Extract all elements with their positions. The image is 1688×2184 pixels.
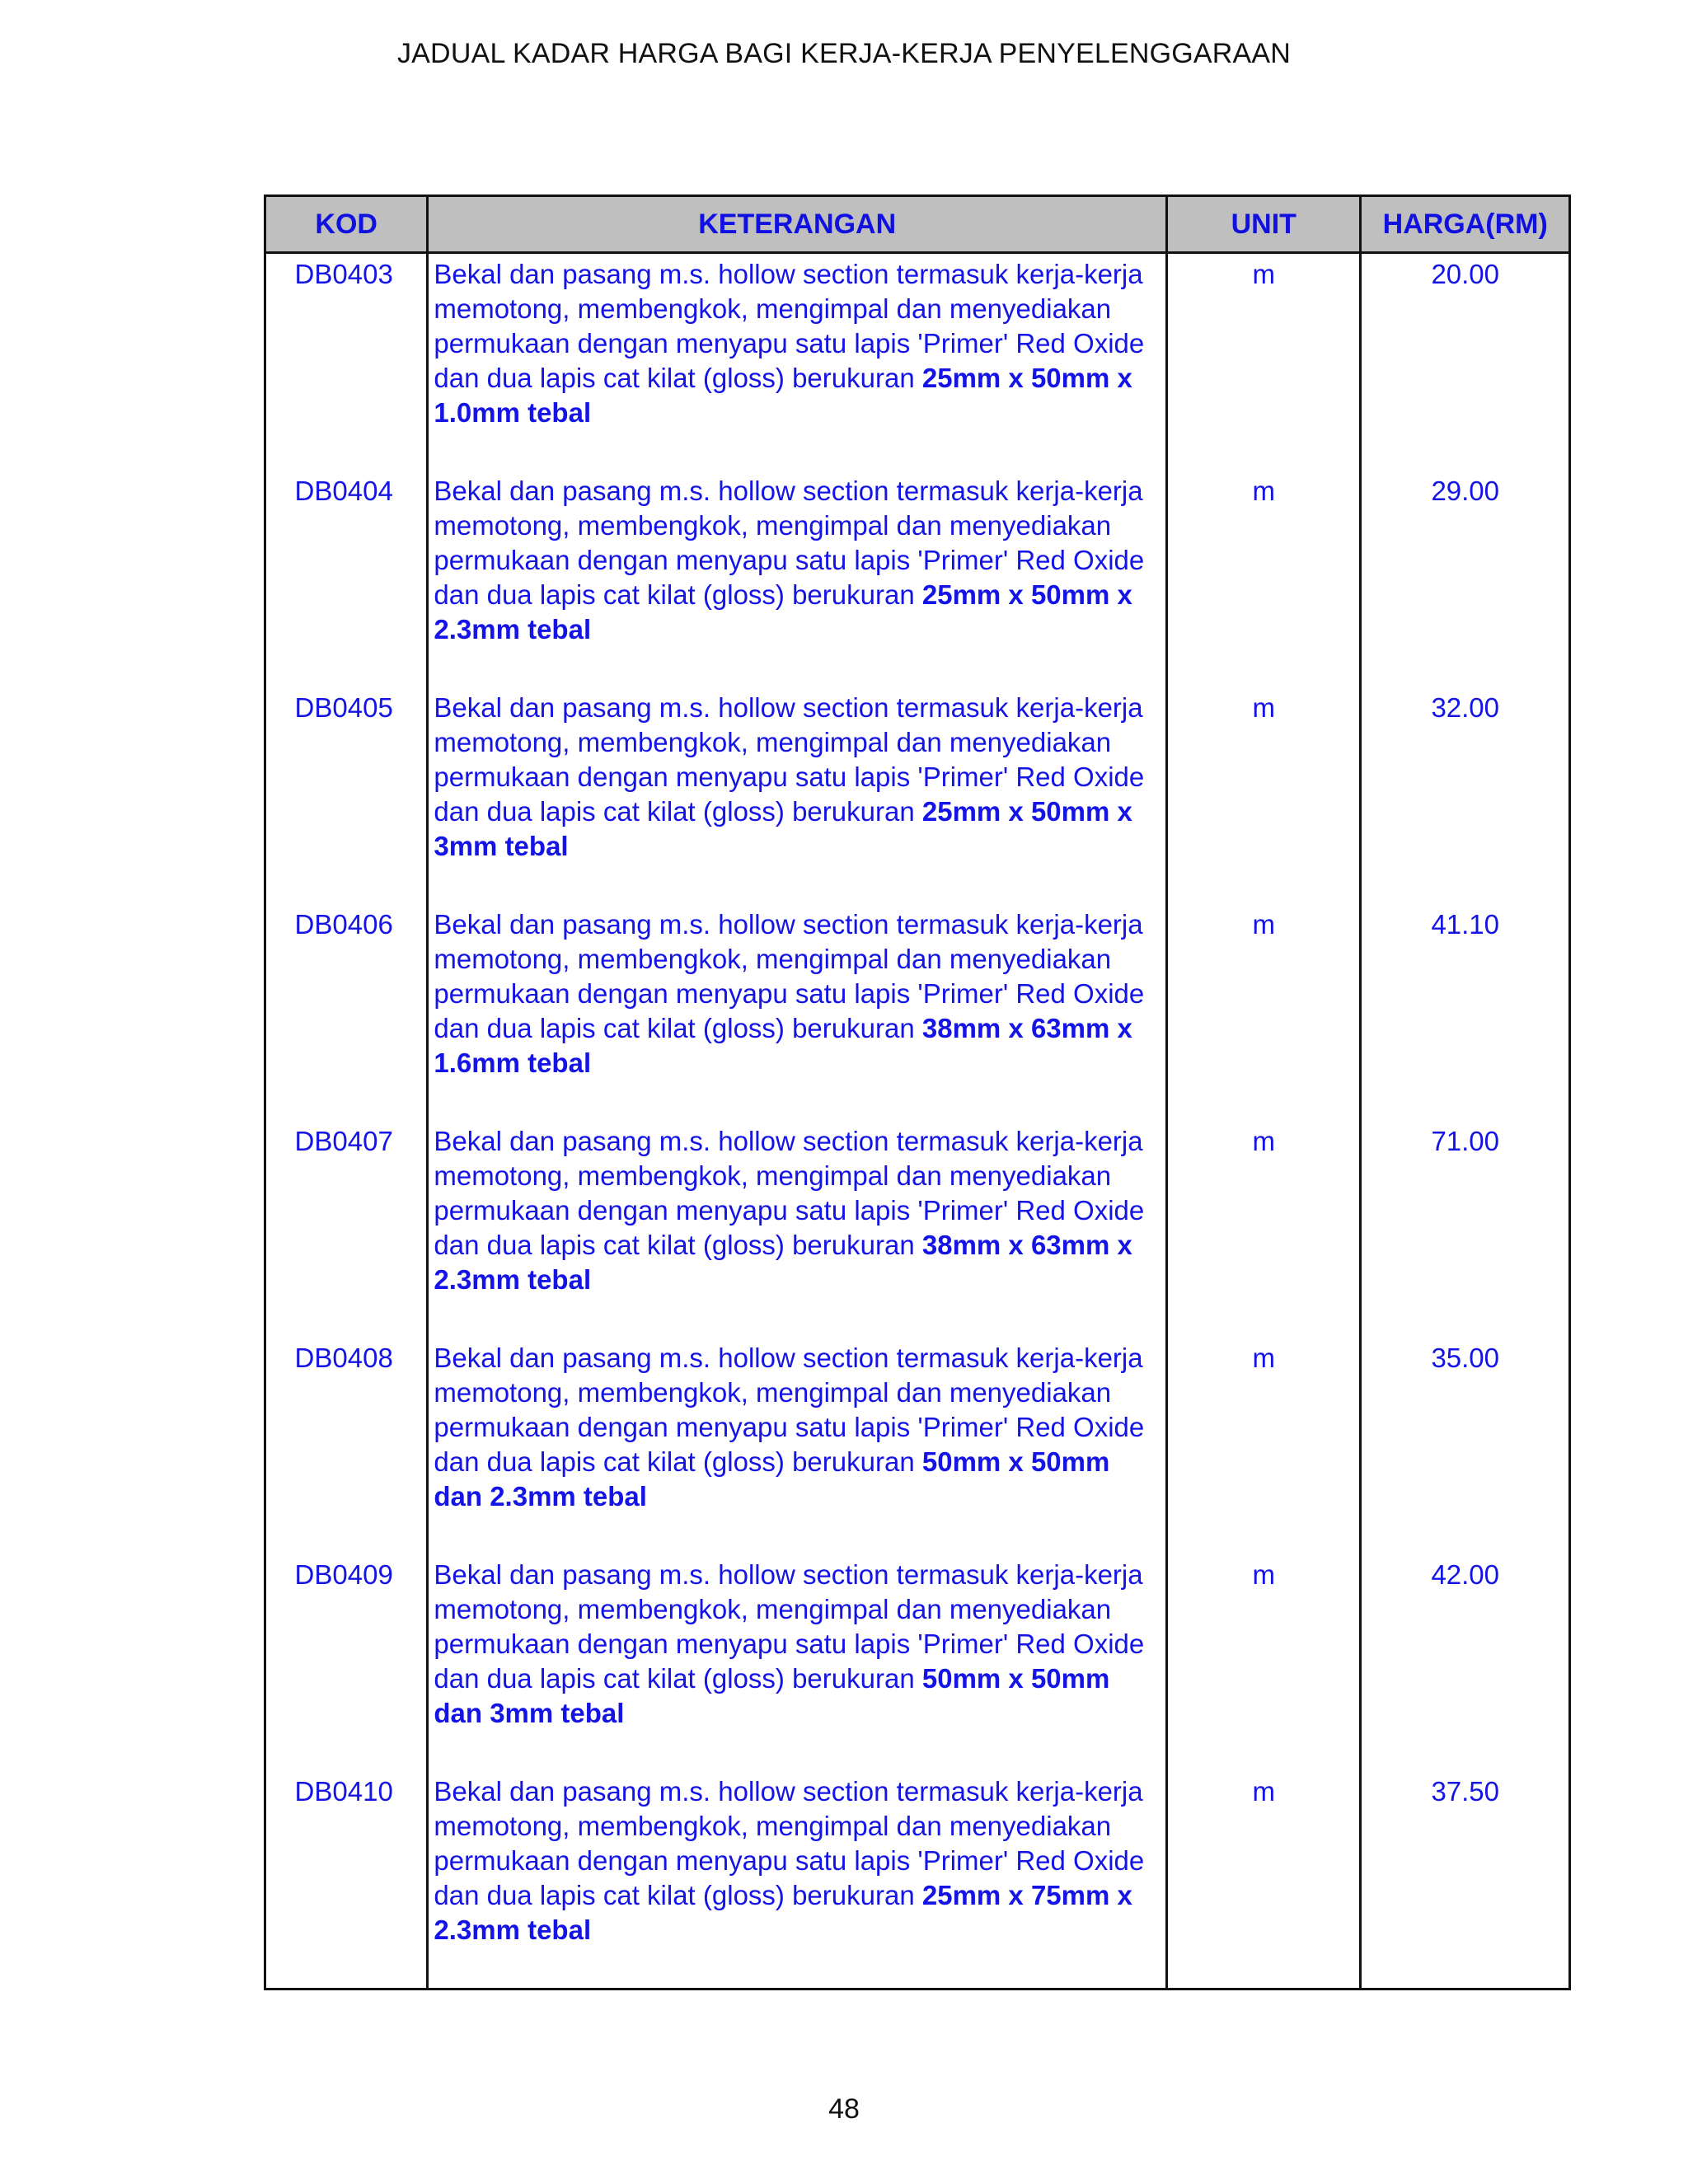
kod-cell: DB0408: [294, 1343, 393, 1373]
description-line: memotong, membengkok, mengimpal dan menyediakan: [434, 727, 1112, 757]
unit-cell: m: [1252, 1126, 1276, 1156]
kod-stack: [266, 254, 426, 1988]
table-header: [265, 196, 1570, 253]
table-body: [265, 253, 1570, 1990]
size-spec: 1.0mm tebal: [434, 397, 592, 428]
description-line: Bekal dan pasang m.s. hollow section termasuk kerja-kerja: [434, 1776, 1143, 1807]
header-kod: KOD: [265, 196, 428, 253]
size-spec: 2.3mm tebal: [434, 614, 592, 644]
harga-cell: 71.00: [1431, 1126, 1500, 1156]
description-line: permukaan dengan menyapu satu lapis 'Primer' Red Oxide: [434, 762, 1145, 792]
size-spec: 2.3mm tebal: [434, 1915, 592, 1945]
description-line: Bekal dan pasang m.s. hollow section termasuk kerja-kerja: [434, 476, 1143, 506]
size-spec: 50mm x 50mm: [921, 1446, 1110, 1477]
header-row: [265, 196, 1570, 253]
description-line: [434, 1228, 1160, 1263]
description-line: [434, 612, 1160, 647]
unit-stack: [1168, 254, 1359, 1988]
description-line: Bekal dan pasang m.s. hollow section termasuk kerja-kerja: [434, 259, 1143, 289]
description-line: [434, 1878, 1160, 1913]
kod-cell: DB0409: [294, 1559, 393, 1590]
description-line: [434, 1913, 1160, 1947]
rate-table: [264, 194, 1571, 1990]
description-line: memotong, membengkok, mengimpal dan menyediakan: [434, 510, 1112, 541]
page-title: JADUAL KADAR HARGA BAGI KERJA-KERJA PENYELENGGARAAN: [396, 38, 1292, 69]
description-line: memotong, membengkok, mengimpal dan menyediakan: [434, 944, 1112, 974]
unit-column: [1167, 253, 1361, 1990]
description-line: [434, 1011, 1160, 1046]
keterangan-cell: [429, 1121, 1165, 1338]
description-line: [434, 396, 1160, 430]
keterangan-cell: [429, 1338, 1165, 1554]
description-text: dan dua lapis cat kilat (gloss) berukuran: [434, 1446, 922, 1477]
harga-cell: 29.00: [1431, 476, 1500, 506]
size-spec: 25mm x 50mm x: [921, 363, 1132, 393]
kod-cell: DB0406: [294, 909, 393, 940]
keterangan-column: [428, 253, 1167, 1990]
description-line: Bekal dan pasang m.s. hollow section termasuk kerja-kerja: [434, 692, 1143, 723]
description-line: [434, 1479, 1160, 1514]
harga-cell: 35.00: [1431, 1343, 1500, 1373]
description-line: memotong, membengkok, mengimpal dan menyediakan: [434, 1811, 1112, 1841]
description-line: [434, 1696, 1160, 1731]
harga-column: [1361, 253, 1570, 1990]
description-line: memotong, membengkok, mengimpal dan menyediakan: [434, 1594, 1112, 1624]
page-number: 48: [828, 2093, 860, 2125]
header-harga: HARGA(RM): [1361, 196, 1570, 253]
kod-cell: DB0410: [294, 1776, 393, 1807]
harga-cell: 32.00: [1431, 692, 1500, 723]
keterangan-cell: [429, 904, 1165, 1121]
description-line: [434, 1445, 1160, 1479]
unit-cell: m: [1252, 1343, 1276, 1373]
kod-cell: DB0403: [294, 259, 393, 289]
body-row: [265, 253, 1570, 1990]
size-spec: 38mm x 63mm x: [921, 1230, 1132, 1260]
description-line: Bekal dan pasang m.s. hollow section termasuk kerja-kerja: [434, 1343, 1143, 1373]
description-line: [434, 1661, 1160, 1696]
description-text: dan dua lapis cat kilat (gloss) berukuran: [434, 1880, 922, 1910]
keterangan-cell: [429, 471, 1165, 687]
description-text: dan dua lapis cat kilat (gloss) berukuran: [434, 796, 922, 827]
description-text: dan dua lapis cat kilat (gloss) berukuran: [434, 1013, 922, 1043]
header-keterangan: KETERANGAN: [428, 196, 1167, 253]
size-spec: 38mm x 63mm x: [921, 1013, 1132, 1043]
description-line: permukaan dengan menyapu satu lapis 'Primer' Red Oxide: [434, 1629, 1145, 1659]
header-unit: UNIT: [1167, 196, 1361, 253]
harga-cell: 42.00: [1431, 1559, 1500, 1590]
size-spec: 25mm x 50mm x: [921, 796, 1132, 827]
description-line: memotong, membengkok, mengimpal dan menyediakan: [434, 1377, 1112, 1408]
description-line: [434, 1046, 1160, 1080]
description-line: permukaan dengan menyapu satu lapis 'Primer' Red Oxide: [434, 1845, 1145, 1876]
description-line: permukaan dengan menyapu satu lapis 'Primer' Red Oxide: [434, 978, 1145, 1009]
description-line: [434, 361, 1160, 396]
unit-cell: m: [1252, 692, 1276, 723]
keterangan-cell: [429, 254, 1165, 471]
keterangan-stack: [429, 254, 1165, 1988]
description-line: Bekal dan pasang m.s. hollow section termasuk kerja-kerja: [434, 909, 1143, 940]
description-text: dan dua lapis cat kilat (gloss) berukuran: [434, 363, 922, 393]
description-line: [434, 1263, 1160, 1297]
description-line: [434, 794, 1160, 829]
unit-cell: m: [1252, 909, 1276, 940]
kod-cell: DB0405: [294, 692, 393, 723]
description-line: Bekal dan pasang m.s. hollow section termasuk kerja-kerja: [434, 1126, 1143, 1156]
kod-cell: DB0404: [294, 476, 393, 506]
size-spec: 2.3mm tebal: [434, 1264, 592, 1295]
keterangan-cell: [429, 687, 1165, 904]
description-text: dan dua lapis cat kilat (gloss) berukuran: [434, 1230, 922, 1260]
keterangan-cell: [429, 1554, 1165, 1771]
description-line: memotong, membengkok, mengimpal dan menyediakan: [434, 293, 1112, 324]
description-text: dan dua lapis cat kilat (gloss) berukuran: [434, 1663, 922, 1694]
kod-column: [265, 253, 428, 1990]
description-line: permukaan dengan menyapu satu lapis 'Primer' Red Oxide: [434, 1412, 1145, 1442]
description-line: memotong, membengkok, mengimpal dan menyediakan: [434, 1160, 1112, 1191]
size-spec: 1.6mm tebal: [434, 1047, 592, 1078]
keterangan-cell: [429, 1771, 1165, 1988]
description-text: dan dua lapis cat kilat (gloss) berukuran: [434, 579, 922, 610]
unit-cell: m: [1252, 1559, 1276, 1590]
description-line: permukaan dengan menyapu satu lapis 'Primer' Red Oxide: [434, 1195, 1145, 1226]
description-line: [434, 829, 1160, 864]
size-spec: 50mm x 50mm: [921, 1663, 1110, 1694]
size-spec: 25mm x 75mm x: [921, 1880, 1132, 1910]
description-line: Bekal dan pasang m.s. hollow section termasuk kerja-kerja: [434, 1559, 1143, 1590]
size-spec: 3mm tebal: [434, 831, 569, 861]
harga-cell: 37.50: [1431, 1776, 1500, 1807]
description-line: permukaan dengan menyapu satu lapis 'Primer' Red Oxide: [434, 328, 1145, 359]
harga-cell: 20.00: [1431, 259, 1500, 289]
size-spec: dan 3mm tebal: [434, 1698, 625, 1728]
description-line: permukaan dengan menyapu satu lapis 'Primer' Red Oxide: [434, 545, 1145, 575]
unit-cell: m: [1252, 476, 1276, 506]
size-spec: 25mm x 50mm x: [921, 579, 1132, 610]
unit-cell: m: [1252, 259, 1276, 289]
harga-cell: 41.10: [1431, 909, 1500, 940]
size-spec: dan 2.3mm tebal: [434, 1481, 647, 1511]
harga-stack: [1362, 254, 1568, 1988]
unit-cell: m: [1252, 1776, 1276, 1807]
description-line: [434, 578, 1160, 612]
kod-cell: DB0407: [294, 1126, 393, 1156]
